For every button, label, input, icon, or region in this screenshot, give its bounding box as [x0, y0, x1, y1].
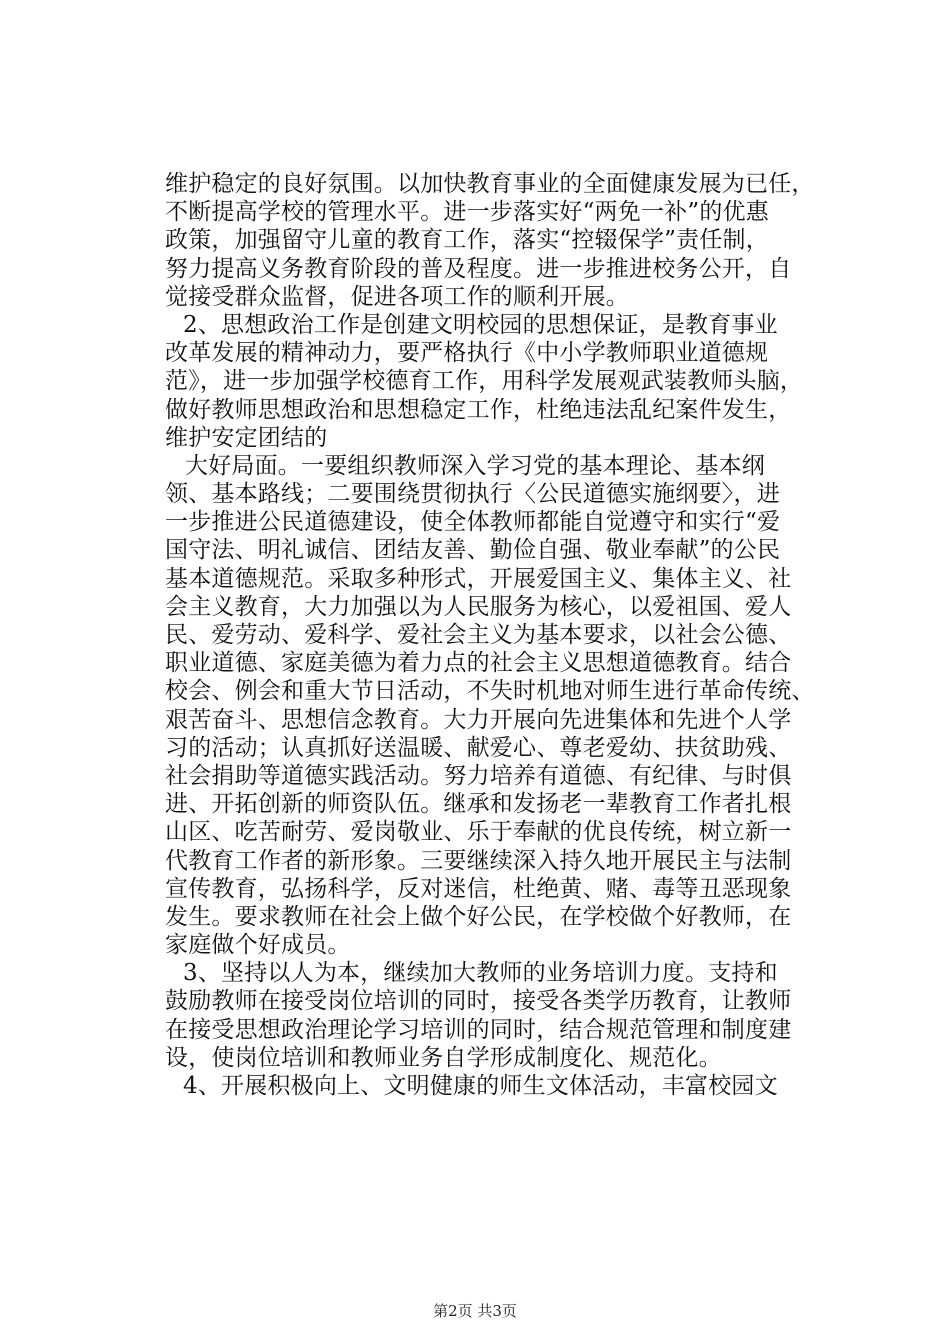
text-line: 设，使岗位培训和教师业务自学形成制度化、规范化。 — [165, 1044, 722, 1071]
text-line: 民、爱劳动、爱科学、爱社会主义为基本要求，以社会公德、 — [165, 622, 792, 648]
text-line: 一步推进公民道德建设，使全体教师都能自觉遵守和实行“爱 — [165, 509, 781, 536]
paragraph-3-start: 3、坚持以人为本，继续加大教师的业务培训力度。支持和 — [183, 960, 778, 987]
text-line: 家庭做个好成员。 — [165, 932, 351, 959]
page-number-footer: 第2页 共3页 — [433, 1302, 517, 1320]
paragraph-4-start: 4、开展积极向上、文明健康的师生文体活动，丰富校园文 — [183, 1073, 778, 1099]
text-line: 范》，进一步加强学校德育工作，用科学发展观武装教师头脑， — [165, 368, 804, 395]
text-line: 鼓励教师在接受岗位培训的同时，接受各类学历教育，让教师 — [165, 988, 792, 1015]
text-line: 在接受思想政治理论学习培训的同时，结合规范管理和制度建 — [165, 1016, 792, 1043]
text-line: 改革发展的精神动力，要严格执行《中小学教师职业道德规 — [165, 340, 769, 367]
text-line: 维护安定团结的 — [165, 424, 328, 451]
text-line: 维护稳定的良好氛围。以加快教育事业的全面健康发展为已任， — [165, 171, 815, 197]
text-line: 做好教师思想政治和思想稳定工作，杜绝违法乱纪案件发生， — [165, 396, 792, 423]
text-line: 不断提高学校的管理水平。进一步落实好“两免一补”的优惠 — [165, 199, 769, 226]
text-line: 会主义教育，大力加强以为人民服务为核心，以爱祖国、爱人 — [165, 593, 792, 620]
text-line: 觉接受群众监督，促进各项工作的顺利开展。 — [165, 283, 629, 310]
text-line: 山区、吃苦耐劳、爱岗敬业、乐于奉献的优良传统，树立新一 — [165, 819, 792, 846]
text-line: 宣传教育，弘扬科学，反对迷信，杜绝黄、赌、毒等丑恶现象 — [165, 875, 792, 902]
text-line: 职业道德、家庭美德为着力点的社会主义思想道德教育。结合 — [165, 650, 792, 677]
text-line: 进、开拓创新的师资队伍。继承和发扬老一辈教育工作者扎根 — [165, 791, 792, 818]
text-line: 艰苦奋斗、思想信念教育。大力开展向先进集体和先进个人学 — [165, 706, 792, 733]
paragraph-continuation-start: 大好局面。一要组织教师深入学习党的基本理论、基本纲 — [185, 452, 765, 479]
text-line: 校会、例会和重大节日活动，不失时机地对师生进行革命传统、 — [165, 678, 815, 705]
text-line: 努力提高义务教育阶段的普及程度。进一步推进校务公开，自 — [165, 255, 792, 282]
text-line: 国守法、明礼诚信、团结友善、勤俭自强、敬业奉献”的公民 — [165, 537, 781, 564]
text-line: 基本道德规范。采取多种形式，开展爱国主义、集体主义、社 — [165, 565, 792, 592]
text-line: 习的活动；认真抓好送温暖、献爱心、尊老爱幼、扶贫助残、 — [165, 734, 792, 761]
document-body — [165, 170, 833, 1100]
text-line: 政策，加强留守儿童的教育工作，落实“控辍保学”责任制， — [165, 227, 769, 254]
text-line: 领、基本路线；二要围绕贯彻执行〈公民道德实施纲要〉，进 — [165, 481, 780, 508]
text-line: 社会捐助等道德实践活动。努力培养有道德、有纪律、与时俱 — [165, 762, 792, 789]
text-line: 发生。要求教师在社会上做个好公民，在学校做个好教师，在 — [165, 903, 792, 930]
paragraph-2-start: 2、思想政治工作是创建文明校园的思想保证，是教育事业 — [183, 311, 778, 338]
text-line: 代教育工作者的新形象。三要继续深入持久地开展民主与法制 — [165, 847, 792, 874]
